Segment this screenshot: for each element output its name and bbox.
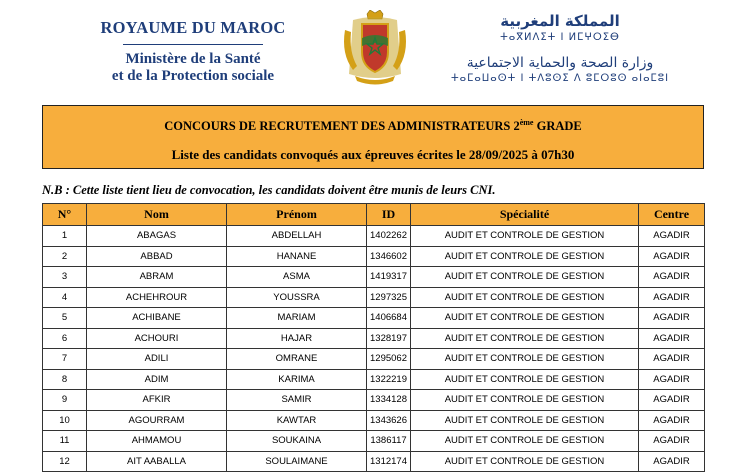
cell-prenom: KAWTAR: [227, 410, 367, 431]
arabic-header: [450, 12, 670, 84]
column-header-specialite: Spécialité: [411, 204, 639, 226]
cell-number: 7: [43, 349, 87, 370]
table-row: [43, 451, 705, 472]
cell-nom: ACHOURI: [87, 328, 227, 349]
cell-centre: AGADIR: [639, 226, 705, 247]
table-header-row: [43, 204, 705, 226]
table-row: [43, 328, 705, 349]
cell-prenom: SOULAIMANE: [227, 451, 367, 472]
cell-id: 1346602: [367, 246, 411, 267]
ar-kingdom-title: المملكة المغربية: [500, 12, 620, 30]
cell-number: 4: [43, 287, 87, 308]
cell-prenom: SAMIR: [227, 390, 367, 411]
cell-id: 1386117: [367, 431, 411, 452]
cell-number: 6: [43, 328, 87, 349]
cell-specialite: AUDIT ET CONTROLE DE GESTION: [411, 390, 639, 411]
table-row: [43, 246, 705, 267]
cell-number: 3: [43, 267, 87, 288]
banner-title: [43, 118, 703, 134]
cell-id: 1295062: [367, 349, 411, 370]
cell-prenom: HANANE: [227, 246, 367, 267]
contest-banner: [42, 105, 704, 169]
cell-nom: ABRAM: [87, 267, 227, 288]
fr-ministry-line1: Ministère de la Santé: [125, 51, 261, 67]
table-row: [43, 349, 705, 370]
cell-specialite: AUDIT ET CONTROLE DE GESTION: [411, 246, 639, 267]
cell-number: 12: [43, 451, 87, 472]
french-header: [98, 18, 288, 85]
cell-prenom: MARIAM: [227, 308, 367, 329]
cell-centre: AGADIR: [639, 410, 705, 431]
cell-prenom: OMRANE: [227, 349, 367, 370]
cell-id: 1334128: [367, 390, 411, 411]
cell-specialite: AUDIT ET CONTROLE DE GESTION: [411, 328, 639, 349]
fr-kingdom-title: ROYAUME DU MAROC: [100, 18, 286, 37]
cell-prenom: YOUSSRA: [227, 287, 367, 308]
cell-number: 8: [43, 369, 87, 390]
cell-centre: AGADIR: [639, 308, 705, 329]
cell-nom: ACHEHROUR: [87, 287, 227, 308]
cell-specialite: AUDIT ET CONTROLE DE GESTION: [411, 287, 639, 308]
cell-specialite: AUDIT ET CONTROLE DE GESTION: [411, 267, 639, 288]
cell-nom: ABBAD: [87, 246, 227, 267]
fr-divider: [123, 44, 263, 45]
moroccan-coat-of-arms-icon: [339, 10, 411, 86]
cell-centre: AGADIR: [639, 390, 705, 411]
cell-id: 1406684: [367, 308, 411, 329]
cell-centre: AGADIR: [639, 369, 705, 390]
cell-number: 9: [43, 390, 87, 411]
cell-id: 1328197: [367, 328, 411, 349]
cell-number: 5: [43, 308, 87, 329]
cell-nom: ABAGAS: [87, 226, 227, 247]
column-header-id: ID: [367, 204, 411, 226]
cell-specialite: AUDIT ET CONTROLE DE GESTION: [411, 308, 639, 329]
ar-ministry-title: وزارة الصحة والحماية الاجتماعية: [466, 55, 654, 71]
table-row: [43, 287, 705, 308]
cell-centre: AGADIR: [639, 328, 705, 349]
column-header-centre: Centre: [639, 204, 705, 226]
cell-id: 1312174: [367, 451, 411, 472]
cell-specialite: AUDIT ET CONTROLE DE GESTION: [411, 369, 639, 390]
table-row: [43, 410, 705, 431]
tf-kingdom-title: ⵜⴰⴳⵍⴷⵉⵜ ⵏ ⵍⵎⵖⵔⵉⴱ: [500, 32, 620, 43]
banner-title-main: CONCOURS DE RECRUTEMENT DES ADMINISTRATEURS 2: [164, 119, 520, 133]
cell-centre: AGADIR: [639, 287, 705, 308]
table-row: [43, 390, 705, 411]
cell-specialite: AUDIT ET CONTROLE DE GESTION: [411, 431, 639, 452]
cell-nom: AFKIR: [87, 390, 227, 411]
cell-specialite: AUDIT ET CONTROLE DE GESTION: [411, 451, 639, 472]
cell-id: 1419317: [367, 267, 411, 288]
cell-nom: ADIM: [87, 369, 227, 390]
cell-specialite: AUDIT ET CONTROLE DE GESTION: [411, 410, 639, 431]
banner-subtitle: Liste des candidats convoqués aux épreuves écrites le 28/09/2025 à 07h30: [171, 147, 575, 162]
cell-id: 1297325: [367, 287, 411, 308]
table-row: [43, 308, 705, 329]
cell-centre: AGADIR: [639, 349, 705, 370]
fr-ministry-line2: et de la Protection sociale: [111, 68, 275, 84]
cell-prenom: HAJAR: [227, 328, 367, 349]
cell-number: 1: [43, 226, 87, 247]
cell-centre: AGADIR: [639, 431, 705, 452]
cell-prenom: SOUKAINA: [227, 431, 367, 452]
cell-nom: ADILI: [87, 349, 227, 370]
cell-centre: AGADIR: [639, 451, 705, 472]
column-header-prenom: Prénom: [227, 204, 367, 226]
table-row: [43, 226, 705, 247]
cell-specialite: AUDIT ET CONTROLE DE GESTION: [411, 349, 639, 370]
cell-centre: AGADIR: [639, 246, 705, 267]
cell-centre: AGADIR: [639, 267, 705, 288]
cell-number: 2: [43, 246, 87, 267]
cell-prenom: ASMA: [227, 267, 367, 288]
cell-id: 1343626: [367, 410, 411, 431]
cell-prenom: KARIMA: [227, 369, 367, 390]
convocation-note: N.B : Cette liste tient lieu de convocation, les candidats doivent être munis de leurs CNI.: [42, 183, 496, 197]
cell-number: 10: [43, 410, 87, 431]
banner-title-superscript: ème: [519, 118, 534, 127]
cell-nom: AIT AABALLA: [87, 451, 227, 472]
banner-title-grade: GRADE: [533, 119, 582, 133]
table-row: [43, 369, 705, 390]
column-header-number: N°: [43, 204, 87, 226]
table-row: [43, 267, 705, 288]
cell-number: 11: [43, 431, 87, 452]
cell-id: 1322219: [367, 369, 411, 390]
cell-specialite: AUDIT ET CONTROLE DE GESTION: [411, 226, 639, 247]
cell-nom: ACHIBANE: [87, 308, 227, 329]
cell-nom: AGOURRAM: [87, 410, 227, 431]
tf-ministry-title: ⵜⴰⵎⴰⵡⴰⵙⵜ ⵏ ⵜⴷⵓⵙⵉ ⴷ ⵓⵎⵔⵓⵙ ⴰⵏⴰⵎⵓⵏ: [450, 73, 670, 84]
column-header-nom: Nom: [87, 204, 227, 226]
candidates-table: [42, 203, 705, 472]
cell-nom: AHMAMOU: [87, 431, 227, 452]
cell-id: 1402262: [367, 226, 411, 247]
cell-prenom: ABDELLAH: [227, 226, 367, 247]
